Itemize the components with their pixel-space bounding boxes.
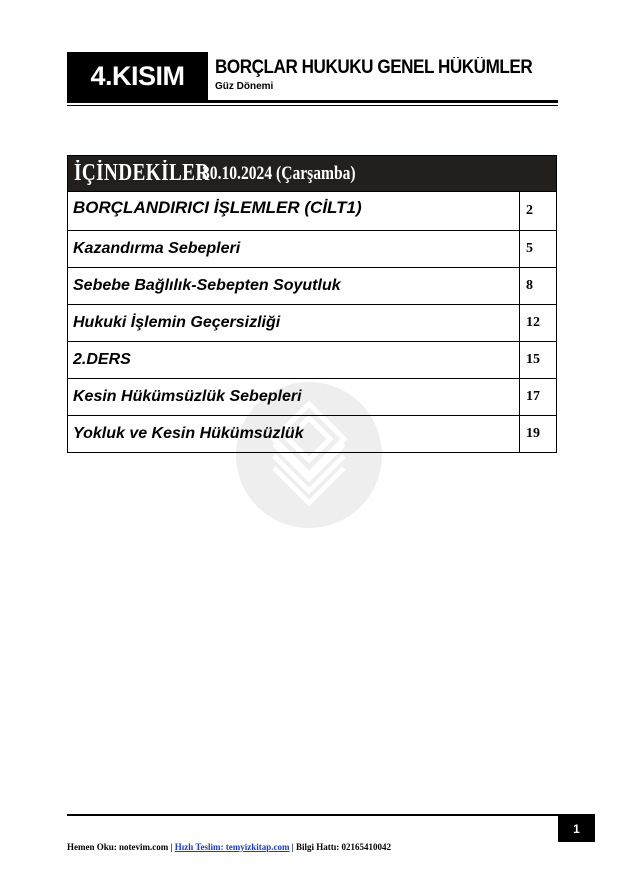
toc-row[interactable] (67, 231, 557, 268)
section-label (67, 52, 208, 100)
toc-item-title: Kazandırma Sebepleri (68, 231, 520, 267)
toc-row[interactable] (67, 416, 557, 453)
toc-item-page: 8 (526, 278, 533, 293)
header-rule-thick (67, 100, 558, 103)
toc-item-title: BORÇLANDIRICI İŞLEMLER (CİLT1) (68, 192, 520, 230)
toc-header (67, 155, 557, 192)
footer-separator: | (291, 842, 294, 852)
toc-row[interactable] (67, 192, 557, 231)
table-of-contents (67, 155, 557, 453)
toc-item-title: 2.DERS (68, 342, 520, 378)
toc-item-page: 15 (526, 352, 540, 367)
toc-item-title: Sebebe Bağlılık-Sebepten Soyutluk (68, 268, 520, 304)
document-title: BORÇLAR HUKUKU GENEL HÜKÜMLER (215, 57, 533, 78)
toc-item-page: 12 (526, 315, 540, 330)
footer-links (67, 842, 391, 852)
toc-item-page: 17 (526, 389, 540, 404)
fast-delivery-link[interactable]: Hızlı Teslim: temyizkitap.com (174, 842, 290, 852)
toc-item-title: Yokluk ve Kesin Hükümsüzlük (68, 416, 520, 452)
toc-item-page: 2 (526, 203, 533, 218)
section-label-text: 4.KISIM (90, 60, 185, 91)
footer-rule (67, 814, 595, 816)
read-now-text: Hemen Oku: notevim.com (67, 842, 169, 852)
toc-row[interactable] (67, 268, 557, 305)
toc-row[interactable] (67, 342, 557, 379)
toc-row[interactable] (67, 379, 557, 416)
header-rule-thin (67, 105, 558, 106)
toc-item-page: 5 (526, 241, 533, 256)
toc-item-page: 19 (526, 426, 540, 441)
toc-row[interactable] (67, 305, 557, 342)
toc-heading: İÇİNDEKİLER (74, 160, 210, 186)
info-line-text: Bilgi Hattı: 02165410042 (295, 842, 391, 852)
toc-item-title: Hukuki İşlemin Geçersizliği (68, 305, 520, 341)
document-subtitle: Güz Dönemi (215, 81, 274, 92)
toc-date: 30.10.2024 (Çarşamba) (202, 162, 356, 184)
page-number: 1 (558, 815, 595, 842)
toc-item-title: Kesin Hükümsüzlük Sebepleri (68, 379, 520, 415)
footer-separator: | (170, 842, 173, 852)
